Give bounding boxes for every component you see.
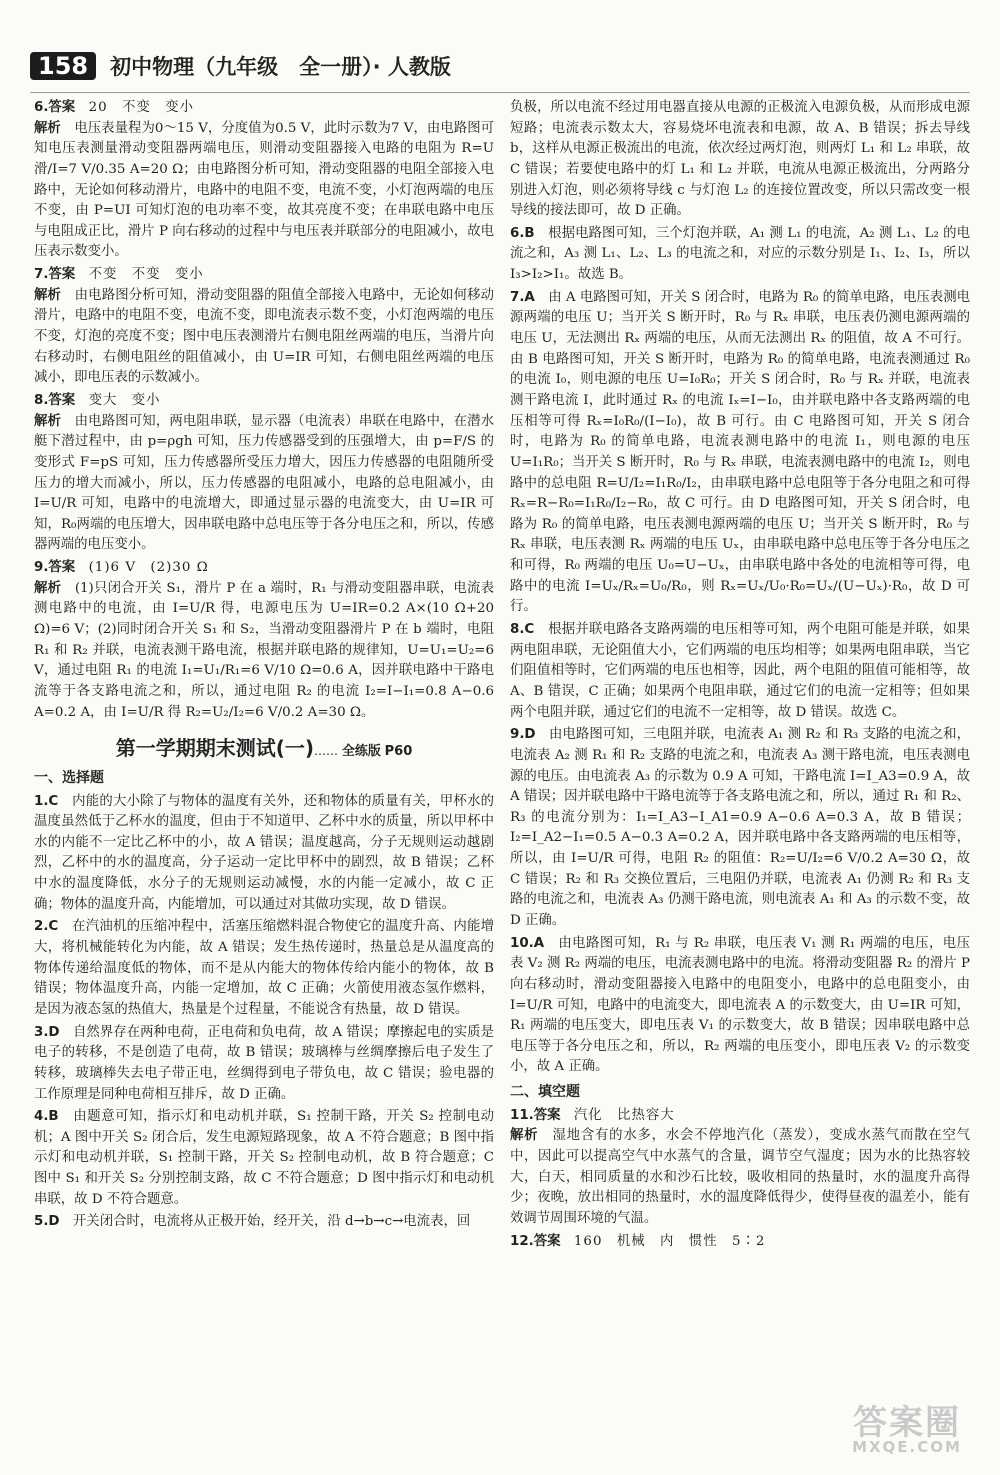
book-title: 初中物理（九年级 全一册）· 人教版 — [110, 55, 451, 79]
choice-item: 7.A 由 A 电路图可知，开关 S 闭合时，电路为 R₀ 的简单电路，电压表测电源两端的电压 U；当开关 S 断开时，R₀ 与 Rₓ 串联，电压表仍测电源两端的电压 U，无法测出 Rₓ 两端的电压，从而无法测出 Rₓ 的阻值，故 A 不可行。由 B 电路图可知，开关 S 断开时，电路为 R₀ 的简单电路，电流表测通过 R₀ 的电流 I₀，则电源的电压 U=I₀R₀；开关 S 闭合时，R₀ 与 Rₓ 并联，电流表测干路电流 I，此时通过 Rₓ 的电流 Iₓ=I−I₀，由并联电路中各支路两端的电压相等可得 Rₓ=I₀R₀/(I−I₀)，故 B 可行。由 C 电路图可知，开关 S 闭合时，电路为 R₀ 的简单电路，电流表测电路中的电流 I₁，则电源的电压 U=I₁R₀；当开关 S 断开时，R₀ 与 Rₓ 串联，电流表测电路中的电流 I₂，则电路中的总电阻 R=U/I₂=I₁R₀/I₂，由串联电路中总电阻等于各分电阻之和可得 Rₓ=R−R₀=I₁R₀/I₂−R₀，故 C 可行。由 D 电路图可知，开关 S 闭合时，电路为 R₀ 的简单电路，电压表测电源两端的电压 U；当开关 S 断开时，R₀ 与 Rₓ 串联，电压表测 Rₓ 两端的电压 Uₓ，由串联电路中总电压等于各分电压之和可得，R₀ 两端的电压 U₀=U−Uₓ，由串联电路中各处的电流相等可得，电路中的电流 I=Uₓ/Rₓ=U₀/R₀，则 Rₓ=Uₓ/U₀·R₀=Uₓ/(U−Uₓ)·R₀，故 D 可行。 — [510, 289, 970, 615]
left-column — [34, 98, 494, 1438]
answer-item: 11.答案 汽化 比热容大 解析 湿地含有的水多，水会不停地汽化（蒸发），变成水蒸气而散在空气中，因此可以提高空气中水蒸气的含量，调节空气湿度；因为水的比热容较大，白天，相同质量的水和沙石比较，吸收相同的热量时，水的温度升高得少；夜晚，放出相同的热量时，水的温度降低得少，使得昼夜的温差小，能有效调节周围环境的气温。 — [510, 1107, 970, 1226]
part-heading: 一、选择题 — [34, 770, 104, 787]
choice-item: 8.C 根据并联电路各支路两端的电压相等可知，两个电阻可能是并联，如果两电阻串联，无论阻值大小，它们两端的电压均相等；如果两电阻串联，当它们阻值相等时，它们两端的电压也相等，因此，两个电阻的阻值可能相等，故 A、B 错误，C 正确；如果两个电阻串联，通过它们的电流一定相等；但如果两个电阻并联，通过它们的电流不一定相等，故 D 错误。故选 C。 — [510, 622, 970, 720]
answer-item: 7.答案 不变 不变 变小 解析 由电路图分析可知，滑动变阻器的阻值全部接入电路中，无论如何移动滑片，电路中的电阻不变，电流不变，即电流表示数不变，小灯泡两端的电压不变，灯泡的亮度不变；图中电压表测滑片右侧电阻丝两端的电压，当滑片向右移动时，右侧电阻丝的阻值减小，由 U=IR 可知，右侧电阻丝两端的电压减小，即电压表的示数减小。 — [34, 267, 494, 386]
choice-item: 4.B 由题意可知，指示灯和电动机并联，S₁ 控制干路，开关 S₂ 控制电动机；A 图中开关 S₂ 闭合后，发生电源短路现象，故 A 不符合题意；B 图中指示灯和电动机并联，S₁ 控制干路，开关 S₂ 控制电动机，故 B 符合题意；C 图中 S₁ 和开关 S₂ 分别控制支路，故 C 不符合题意；D 图中指示灯和电动机串联，故 D 不符合题意。 — [34, 1109, 494, 1207]
choice-item: 9.D 由电路图可知，三电阻并联，电流表 A₁ 测 R₂ 和 R₃ 支路的电流之和，电流表 A₂ 测 R₁ 和 R₂ 支路的电流之和，电流表 A₃ 测干路电流，电压表测电源的电压。由电流表 A₃ 的示数为 0.9 A 可知，干路电流 I=I_A3=0.9 A，故 A 错误；因并联电路中干路电流等于各支路电流之和，所以，通过 R₁ 和 R₂、R₃ 的电流分别为：I₁=I_A3−I_A1=0.9 A−0.6 A=0.3 A，故 B 错误；I₂=I_A2−I₁=0.5 A−0.3 A=0.2 A，因并联电路中各支路两端的电压相等，所以，由 I=U/R 可得，电阻 R₂ 的阻值：R₂=U/I₂=6 V/0.2 A=30 Ω，故 C 错误；R₂ 和 R₃ 交换位置后，三电阻仍并联，电流表 A₁ 仍测 R₂ 和 R₃ 支路的电流之和，电流表 A₃ 仍测干路电流，则电流表 A₁ 和 A₃ 的示数不变，故 D 正确。 — [510, 727, 970, 928]
choice-item: 2.C 在汽油机的压缩冲程中，活塞压缩燃料混合物使它的温度升高、内能增大，将机械能转化为内能，故 A 错误；发生热传递时，热量总是从温度高的物体传递给温度低的物体，而不是从内能大的物体传给内能小的物体，故 B 错误；物体温度升高，内能一定增加，故 C 正确；火箭使用液态氢作燃料，是因为液态氢的热值大，热量是个过程量，不能说含有热量，故 D 错误。 — [34, 919, 494, 1017]
site-watermark: 答案圈 MXQE.COM — [852, 1403, 962, 1456]
answer-item: 8.答案 变大 变小 解析 由电路图可知，两电阻串联，显示器（电流表）串联在电路中，在潜水艇下潜过程中，由 p=ρgh 可知，压力传感器受到的压强增大，由 p=F/S 的变形式 F=pS 可知，压力传感器所受压力增大，因压力传感器的电阻随所受压力的增大而减小，所以，压力传感器的电阻减小，电路的总电阻减小，由 I=U/R 可知，电路中的电流增大，即通过显示器的电流变大，由 U=IR 可知，R₀两端的电压增大，因串联电路中总电压等于各分电压之和，所以，传感器两端的电压变小。 — [34, 392, 494, 553]
answer-item: 12.答案 160 机械 内 惯性 5∶2 — [510, 1233, 766, 1249]
choice-item: 1.C 内能的大小除了与物体的温度有关外，还和物体的质量有关，甲杯水的温度虽然低于乙杯水的温度，但由于不知道甲、乙杯中水的质量，所以甲杯中水的内能不一定比乙杯中的小，故 A 错误；温度越高，分子无规则运动越剧烈，乙杯中的水的温度高，分子运动一定比甲杯中的剧烈，故 B 错误；乙杯中水的温度降低，水分子的无规则运动减慢，水的内能一定减小，故 C 正确；物体的温度升高，内能增加，可以通过对其做功实现，故 D 错误。 — [34, 793, 494, 912]
header-rule — [30, 92, 970, 93]
section-ref: …… 全练版 P60 — [313, 744, 413, 760]
choice-item: 3.D 自然界存在两种电荷，正电荷和负电荷，故 A 错误；摩擦起电的实质是电子的转移，不是创造了电荷，故 B 错误；玻璃棒与丝绸摩擦后电子发生了转移，玻璃棒失去电子带正电，丝绸得到电子带负电，故 C 错误；验电器的工作原理是同种电荷相互排斥，故 D 正确。 — [34, 1024, 494, 1102]
choice-item: 5.D 开关闭合时，电流将从正极开始，经开关，沿 d→b→c→电流表，回 — [34, 1214, 471, 1230]
answer-item: 6.答案 20 不变 变小 解析 电压表量程为0～15 V，分度值为0.5 V，此时示数为7 V，由电路图可知电压表测量滑动变阻器两端电压，则滑动变阻器接入电路的电阻为 R=U滑/I=7 V/0.35 A=20 Ω；由电路图分析可知，滑动变阻器的电阻全部接入电路中，无论如何移动滑片，电路中的电阻不变，电流不变，小灯泡两端的电压不变，由 P=UI 可知灯泡的电功率不变，故其亮度不变；在串联电路中电压与电阻成正比，滑片 P 向右移动的过程中与电压表并联部分的电阻减小，故电压表示数变小。 — [34, 100, 494, 260]
section-title: 第一学期期末测试(一)…… 全练版 P60 — [115, 736, 413, 761]
page-header — [30, 46, 970, 86]
answer-item: 9.答案 (1)6 V (2)30 Ω 解析 (1)只闭合开关 S₁，滑片 P 在 a 端时，R₁ 与滑动变阻器串联，电流表测电路中的电流，由 I=U/R 得，电源电压为 U=IR=0.2 A×(10 Ω+20 Ω)=6 V；(2)同时闭合开关 S₁ 和 S₂，当滑动变阻器滑片 P 在 b 端时，电阻 R₁ 和 R₂ 并联，电流表测干路电流，根据并联电路的规律知，U=U₁=U₂=6 V，通过电阻 R₁ 的电流 I₁=U₁/R₁=6 V/10 Ω=0.6 A，因并联电路中干路电流等于各支路电流之和，所以，通过电阻 R₂ 的电流 I₂=I−I₁=0.8 A−0.6 A=0.2 A，由 I=U/R 得 R₂=U₂/I₂=6 V/0.2 A=30 Ω。 — [34, 560, 494, 720]
choice-item: 6.B 根据电路图可知，三个灯泡并联，A₁ 测 L₁ 的电流，A₂ 测 L₁、L₂ 的电流之和，A₃ 测 L₁、L₂、L₃ 的电流之和，对应的示数分别是 I₁、I₂、I₃，所以 I₃>I₂>I₁。故选 B。 — [510, 225, 970, 283]
part-heading: 二、填空题 — [510, 1084, 580, 1101]
continuation-text: 负极，所以电流不经过用电器直接从电源的正极流入电源负极，从而形成电源短路；电流表示数太大，容易烧坏电流表和电源，故 A、B 错误；拆去导线 b，这样从电源正极流出的电流，依次经过两灯泡，则两灯 L₁ 和 L₂ 串联，故 C 错误；若要使电路中的灯 L₁ 和 L₂ 并联，电流从电源正极流出，分两路分别进入灯泡，则必须将导线 c 与灯泡 L₂ 的连接位置改变，所以只需改变一根导线的接法即可，故 D 正确。 — [510, 100, 970, 219]
page-number: 158 — [30, 52, 96, 80]
right-column — [510, 98, 970, 1438]
choice-item: 10.A 由电路图可知，R₁ 与 R₂ 串联，电压表 V₁ 测 R₁ 两端的电压，电压表 V₂ 测 R₂ 两端的电压，电流表测电路中的电流。将滑动变阻器 R₂ 的滑片 P 向右移动时，滑动变阻器接入电路中的电阻变小，电路中的总电阻变小，由 I=U/R 可知，电路中的电流变大，即电流表 A 的示数变大，由 U=IR 可知，R₁ 两端的电压变大，即电压表 V₁ 的示数变大，故 B 错误；因串联电路中总电压等于各分电压之和，所以，R₂ 两端的电压变小，即电压表 V₂ 的示数变小，故 A 正确。 — [510, 935, 970, 1075]
